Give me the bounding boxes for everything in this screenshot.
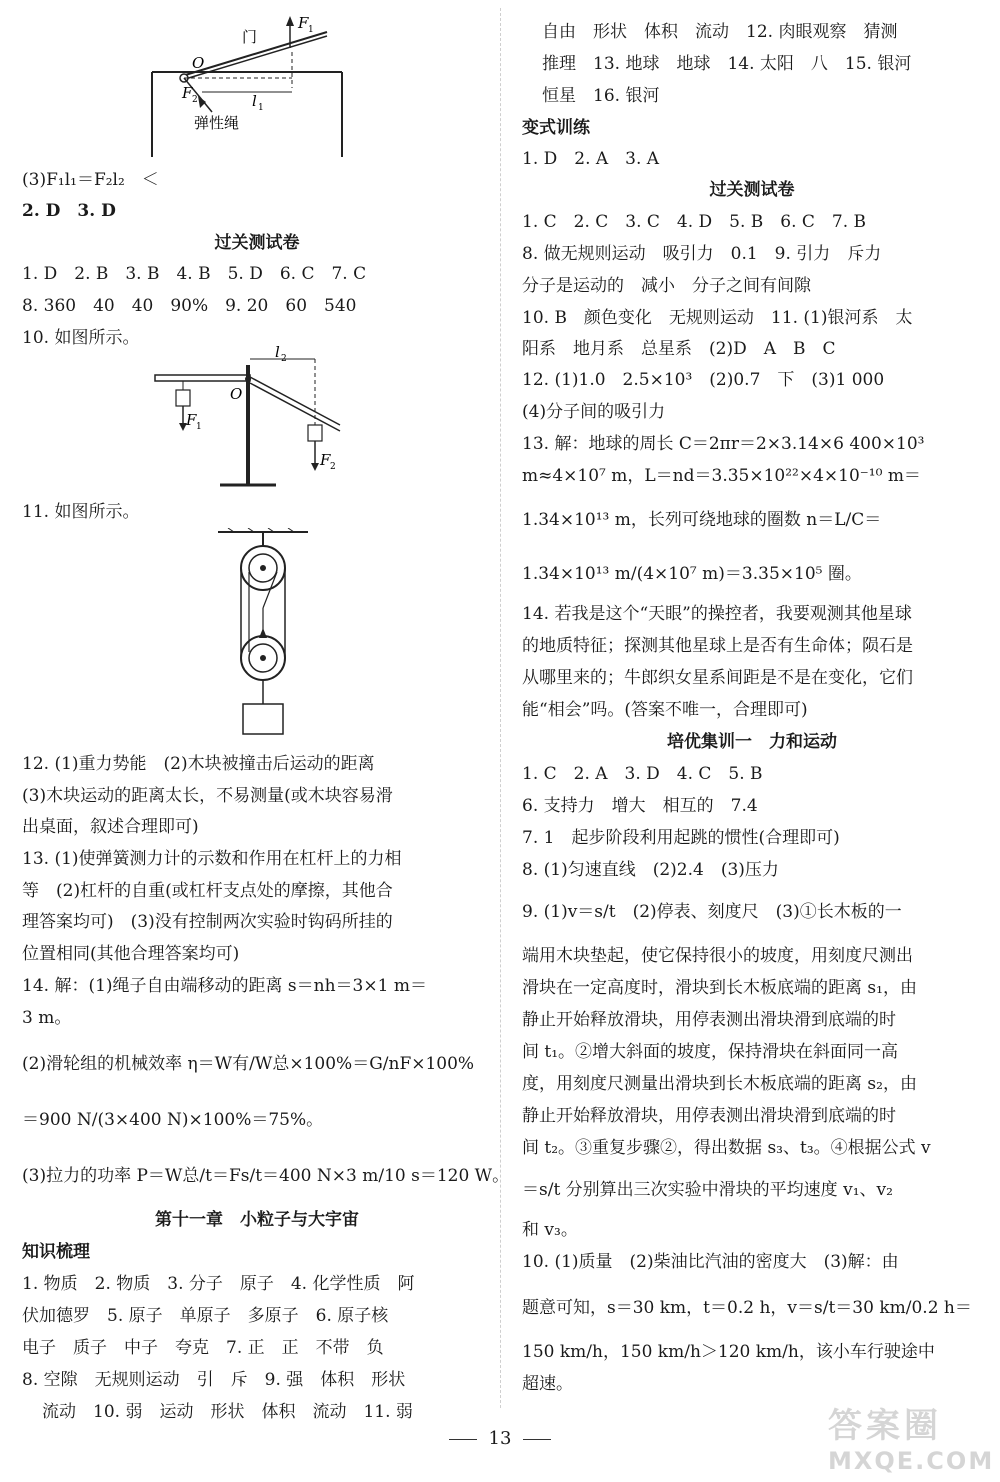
section-heading: 过关测试卷 [709,180,795,200]
answer-line: 9. (1)v＝s/t (2)停表、刻度尺 (3)①长木板的一 [522,902,902,922]
answer-line: 13. 解：地球的周长 C＝2πr＝2×3.14×6 400×10³ [522,434,925,454]
answer-line: 从哪里来的；牛郎织女星系间距是不是在变化，它们 [522,668,913,688]
answer-line: 8. 空隙 无规则运动 引 斥 9. 强 体积 形状 [22,1370,406,1390]
svg-text:l: l [252,92,257,110]
door-lever-figure [142,12,382,162]
answer-line: 题意可知，s＝30 km，t＝0.2 h，v＝s/t＝30 km/0.2 h＝ [522,1298,972,1318]
elastic-rope-label: 弹性绳 [194,114,240,132]
answer-line: 150 km/h，150 km/h＞120 km/h，该小车行驶途中 [522,1342,935,1362]
answer-line: ＝900 N/(3×400 N)×100%＝75%。 [22,1110,324,1130]
answer-line: 1. C 2. A 3. D 4. C 5. B [522,764,763,784]
answer-line: 和 v₃。 [522,1220,578,1240]
watermark-logo: 答案圈 MXQE.COM [828,1406,995,1475]
answer-line: 能“相会”吗。(答案不唯一，合理即可) [522,700,808,720]
answer-line: (3)木块运动的距离太长，不易测量(或木块容易滑 [22,786,393,806]
answer-line: 1. 物质 2. 物质 3. 分子 原子 4. 化学性质 阿 [22,1274,415,1294]
door-label: 门 [242,28,258,46]
answer-line: 12. (1)1.0 2.5×10³ (2)0.7 下 (3)1 000 [522,370,885,390]
answer-line: 流动 10. 弱 运动 形状 体积 流动 11. 弱 [42,1402,413,1422]
answer-line: 端用木块垫起，使它保持很小的坡度，用刻度尺测出 [522,946,913,966]
svg-text:2: 2 [330,462,336,472]
column-divider [500,8,501,1408]
page-number: 13 [0,1428,1000,1449]
svg-text:O: O [192,54,205,72]
section-heading: 变式训练 [522,118,590,138]
answer-line: 1. C 2. C 3. C 4. D 5. B 6. C 7. B [522,212,867,232]
answer-line: m≈4×10⁷ m，L＝nd＝3.35×10²²×4×10⁻¹⁰ m＝ [522,466,921,486]
svg-text:F: F [298,14,309,32]
answer-line: 间 t₂。③重复步骤②，得出数据 s₃、t₃。④根据公式 v [522,1138,931,1158]
answer-line: 1.34×10¹³ m/(4×10⁷ m)＝3.35×10⁵ 圈。 [522,564,862,584]
answer-line: 1. D 2. A 3. A [522,149,660,169]
answer-line: 8. 做无规则运动 吸引力 0.1 9. 引力 斥力 [522,244,882,264]
answer-line: 电子 质子 中子 夸克 7. 正 正 不带 负 [22,1338,384,1358]
answer-line: (2)滑轮组的机械效率 η＝W有/W总×100%＝G/nF×100% [22,1054,475,1074]
answer-line: 出桌面，叙述合理即可) [22,817,199,837]
answer-line: 位置相同(其他合理答案均可) [22,944,240,964]
answer-line: (3)F₁l₁＝F₂l₂ ＜ [22,170,159,190]
answer-line: 7. 1 起步阶段利用起跳的惯性(合理即可) [522,828,840,848]
answer-line: 理答案均可) (3)没有控制两次实验时钩码所挂的 [22,912,393,932]
answer-line: 阳系 地月系 总星系 (2)D A B C [522,339,836,359]
answer-line: 的地质特征；探测其他星球上是否有生命体；陨石是 [522,636,913,656]
svg-text:F: F [186,411,197,429]
answer-line: 8. 360 40 40 90% 9. 20 60 540 [22,296,357,316]
answer-line: (3)拉力的功率 P＝W总/t＝Fs/t＝400 N×3 m/10 s＝120 W。 [22,1166,510,1186]
answer-line: 11. 如图所示。 [22,502,140,522]
answer-line: 1. D 2. B 3. B 4. B 5. D 6. C 7. C [22,264,367,284]
answer-line: 12. (1)重力势能 (2)木块被撞击后运动的距离 [22,754,375,774]
answer-line: 14. 若我是这个“天眼”的操控者，我要观测其他星球 [522,604,912,624]
answer-line: 超速。 [522,1374,573,1394]
svg-text:F: F [320,451,331,469]
lever-stand-figure [150,345,390,495]
answer-line: 推理 13. 地球 地球 14. 太阳 八 15. 银河 [542,54,912,74]
answer-line: ＝s/t 分别算出三次实验中滑块的平均速度 v₁、v₂ [522,1180,893,1200]
answer-line: 伏加德罗 5. 原子 单原子 多原子 6. 原子核 [22,1306,389,1326]
answer-line: 等 (2)杠杆的自重(或杠杆支点处的摩擦，其他合 [22,881,393,901]
pulley-figure [218,528,308,738]
answer-line: 自由 形状 体积 流动 12. 肉眼观察 猜测 [542,22,898,42]
answer-line: 静止开始释放滑块，用停表测出滑块滑到底端的时 [522,1106,896,1126]
answer-line: 滑块在一定高度时，滑块到长木板底端的距离 s₁，由 [522,978,917,998]
svg-text:F: F [182,84,193,102]
answer-line: 静止开始释放滑块，用停表测出滑块滑到底端的时 [522,1010,896,1030]
svg-text:l: l [275,345,280,361]
section-heading: 培优集训一 力和运动 [667,732,837,752]
answer-line: 14. 解：(1)绳子自由端移动的距离 s＝nh＝3×1 m＝ [22,976,427,996]
svg-text:O: O [230,385,243,403]
chapter-heading: 第十一章 小粒子与大宇宙 [155,1210,359,1230]
answer-line: 8. (1)匀速直线 (2)2.4 (3)压力 [522,860,779,880]
answer-line: 3 m。 [22,1008,72,1028]
section-heading: 过关测试卷 [214,233,300,253]
answer-line: 13. (1)使弹簧测力计的示数和作用在杠杆上的力相 [22,849,402,869]
svg-text:1: 1 [196,422,202,432]
answer-line: 10. 如图所示。 [22,328,140,348]
svg-text:1: 1 [308,25,314,35]
answer-line: 10. (1)质量 (2)柴油比汽油的密度大 (3)解：由 [522,1252,899,1272]
svg-text:2: 2 [192,95,198,105]
section-heading: 知识梳理 [22,1242,90,1262]
svg-text:2: 2 [281,354,287,364]
answer-line: 分子是运动的 减小 分子之间有间隙 [522,276,811,296]
answer-line: 间 t₁。②增大斜面的坡度，保持滑块在斜面同一高 [522,1042,899,1062]
answer-line: 恒星 16. 银河 [542,86,660,106]
answer-line: 2. D 3. D [22,201,116,221]
answer-line: 6. 支持力 增大 相互的 7.4 [522,796,758,816]
answer-line: 度，用刻度尺测量出滑块到长木板底端的距离 s₂，由 [522,1074,917,1094]
answer-line: 1.34×10¹³ m，长列可绕地球的圈数 n＝L/C＝ [522,510,882,530]
answer-line: (4)分子间的吸引力 [522,402,666,422]
answer-line: 10. B 颜色变化 无规则运动 11. (1)银河系 太 [522,308,913,328]
svg-text:1: 1 [258,103,264,113]
